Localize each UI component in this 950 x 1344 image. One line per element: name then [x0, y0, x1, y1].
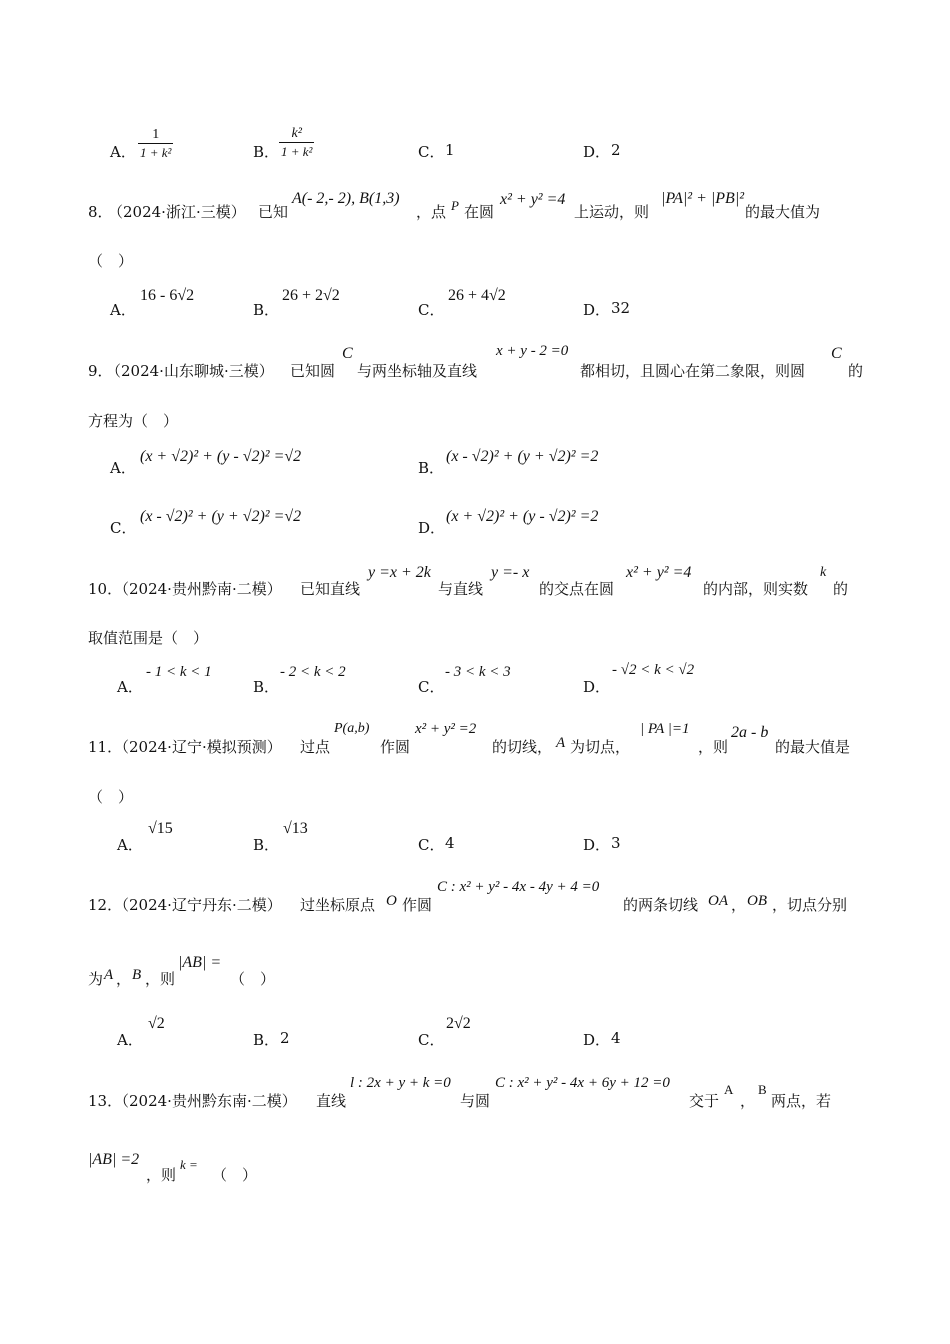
q7-option-b-label: B．	[253, 143, 280, 161]
q11-text-2: 作圆	[380, 738, 411, 756]
q10-option-c-label: C．	[418, 678, 445, 696]
q12-point-a: A	[104, 967, 114, 983]
q9-circle-c-2: C	[831, 345, 842, 362]
q8-points: A(- 2,- 2), B(1,3)	[292, 190, 400, 207]
q11-point-p: P(a,b)	[334, 721, 370, 736]
q12-option-b-value: 2	[280, 1029, 290, 1047]
q13-point-b: B	[758, 1082, 767, 1097]
q10-line-2-text: 取值范围是（ ）	[88, 629, 209, 647]
q11-option-c-label: C．	[418, 836, 445, 854]
q12-text-5: ，切点分别	[772, 896, 848, 914]
q13-var-k: k =	[180, 1157, 198, 1172]
q10-source: （2024·贵州黔南·二模）	[114, 580, 282, 598]
q13-source: （2024·贵州黔东南·二模）	[114, 1092, 297, 1110]
q9-source: （2024·山东聊城·三模）	[106, 362, 274, 380]
q10-option-b-label: B．	[253, 678, 280, 696]
q12-origin-o: O	[386, 893, 397, 909]
q12-option-b-label: B．	[253, 1031, 280, 1049]
q11-option-a-expr: √15	[148, 820, 173, 837]
q10-line-1: y =x + 2k	[368, 564, 431, 581]
q8-option-b-label: B．	[253, 301, 280, 319]
q11-point-a: A	[556, 735, 566, 751]
q12-option-c-expr: 2√2	[446, 1015, 471, 1032]
q10-option-c-expr: - 3 < k < 3	[445, 664, 511, 680]
q8-number: 8．	[88, 203, 113, 221]
q11-text-1: 过点	[300, 738, 331, 756]
q13-text-4: ，	[740, 1092, 756, 1110]
q10-option-a-expr: - 1 < k < 1	[146, 664, 212, 680]
q12-line2-text-3: ，则	[145, 970, 176, 988]
q7-option-c-value: 1	[445, 141, 455, 159]
q8-option-a-expr: 16 - 6√2	[140, 287, 195, 304]
q10-var-k: k	[820, 565, 827, 580]
q8-text-2: ，点	[416, 203, 447, 221]
q12-tangent-ob: OB	[747, 893, 767, 909]
q12-circle-eq: C : x² + y² - 4x - 4y + 4 =0	[437, 879, 600, 895]
q11-text-5: ，则	[698, 738, 729, 756]
q9-option-a-label: A．	[110, 459, 136, 477]
q9-option-d-expr: (x + √2)² + (y - √2)² =2	[446, 508, 599, 525]
q11-source: （2024·辽宁·模拟预测）	[114, 738, 282, 756]
q10-text-2: 与直线	[438, 580, 484, 598]
q9-text-2: 与两坐标轴及直线	[357, 362, 478, 380]
q12-ab-length: |AB| =	[178, 954, 222, 971]
q7-option-a-fraction: $\frac{1}{\text{1 + k²}}$	[140, 127, 172, 160]
q9-option-b-expr: (x - √2)² + (y + √2)² =2	[446, 448, 599, 465]
q12-source: （2024·辽宁丹东·二模）	[114, 896, 282, 914]
q8-source: （2024·浙江·三模）	[108, 203, 246, 221]
q13-text-5: 两点，若	[771, 1092, 832, 1110]
q8-option-c-expr: 26 + 4√2	[448, 287, 506, 304]
q10-option-d-expr: - √2 < k < √2	[612, 662, 695, 678]
q11-text-3: 的切线，	[492, 738, 553, 756]
q12-text-3: 的两条切线	[623, 896, 699, 914]
q8-text-4: 上运动，则	[574, 203, 650, 221]
q12-option-c-label: C．	[418, 1031, 445, 1049]
q8-option-b-expr: 26 + 2√2	[282, 287, 340, 304]
q13-line-eq: l : 2x + y + k =0	[350, 1075, 451, 1091]
q9-text-3: 都相切，且圆心在第二象限，则圆	[580, 362, 806, 380]
q10-text-1: 已知直线	[300, 580, 361, 598]
q13-line2-text-1: ，则	[146, 1166, 177, 1184]
q8-option-a-label: A．	[110, 301, 136, 319]
q9-option-c-label: C．	[110, 519, 137, 537]
q11-text-6: 的最大值是	[775, 738, 851, 756]
q11-option-d-value: 3	[611, 834, 621, 852]
q13-number: 13．	[88, 1092, 123, 1110]
q11-circle-eq: x² + y² =2	[415, 721, 477, 737]
q12-tangent-oa: OA	[708, 893, 728, 909]
q8-option-d-value: 32	[611, 299, 631, 317]
q9-option-c-expr: (x - √2)² + (y + √2)² =√2	[140, 508, 302, 525]
q8-circle-eq: x² + y² =4	[500, 191, 566, 208]
q13-circle-eq: C : x² + y² - 4x + 6y + 12 =0	[495, 1075, 670, 1091]
q11-option-b-label: B．	[253, 836, 280, 854]
q7-option-d-value: 2	[611, 141, 621, 159]
q9-circle-c: C	[342, 345, 353, 362]
q11-number: 11．	[88, 738, 123, 756]
q12-option-a-label: A．	[117, 1031, 143, 1049]
q10-circle-eq: x² + y² =4	[626, 564, 692, 581]
q11-answer-paren: （ ）	[88, 788, 134, 806]
q11-text-4: 为切点，	[570, 738, 631, 756]
q7-option-c-label: C．	[418, 143, 445, 161]
q9-option-d-label: D．	[418, 519, 446, 537]
q12-answer-paren: （ ）	[230, 970, 276, 988]
q8-answer-paren: （ ）	[88, 252, 134, 270]
q11-option-b-expr: √13	[283, 820, 308, 837]
q9-number: 9．	[88, 362, 113, 380]
q11-option-c-value: 4	[445, 834, 455, 852]
q9-option-a-expr: (x + √2)² + (y - √2)² =√2	[140, 448, 302, 465]
q8-text-3: 在圆	[464, 203, 495, 221]
q9-option-b-label: B．	[418, 459, 445, 477]
q12-option-d-value: 4	[611, 1029, 621, 1047]
q13-ab-length: |AB| =2	[88, 1151, 140, 1168]
q13-text-3: 交于	[689, 1092, 720, 1110]
q11-option-a-label: A．	[117, 836, 143, 854]
q10-number: 10．	[88, 580, 123, 598]
q8-sum-expr: |PA|² + |PB|²	[661, 190, 745, 207]
q8-option-d-label: D．	[583, 301, 611, 319]
q12-text-1: 过坐标原点	[300, 896, 376, 914]
q8-point-p: P	[451, 198, 459, 213]
q10-text-5: 的	[833, 580, 849, 598]
q13-text-2: 与圆	[460, 1092, 491, 1110]
q12-line2-text-2: ，	[116, 970, 132, 988]
q13-answer-paren: （ ）	[212, 1166, 258, 1184]
q9-text-1: 已知圆	[290, 362, 336, 380]
q13-text-1: 直线	[316, 1092, 347, 1110]
q11-pa-length: | PA |=1	[640, 721, 690, 737]
q8-text-1: 已知	[258, 203, 289, 221]
q12-text-2: 作圆	[402, 896, 433, 914]
q10-option-a-label: A．	[117, 678, 143, 696]
q12-text-4: ，	[731, 896, 747, 914]
q7-option-d-label: D．	[583, 143, 611, 161]
q12-line2-text-1: 为	[88, 970, 104, 988]
q12-option-d-label: D．	[583, 1031, 611, 1049]
q10-text-4: 的内部，则实数	[703, 580, 809, 598]
q10-option-d-label: D．	[583, 678, 611, 696]
q8-option-c-label: C．	[418, 301, 445, 319]
q10-line-2: y =- x	[491, 564, 530, 581]
q11-option-d-label: D．	[583, 836, 611, 854]
q13-point-a: A	[724, 1082, 734, 1097]
q12-point-b: B	[132, 967, 142, 983]
q7-option-a-label: A．	[110, 143, 136, 161]
q12-number: 12．	[88, 896, 123, 914]
q10-option-b-expr: - 2 < k < 2	[280, 664, 346, 680]
q9-line-eq: x + y - 2 =0	[496, 343, 569, 359]
q8-text-5: 的最大值为	[745, 203, 821, 221]
q10-text-3: 的交点在圆	[539, 580, 615, 598]
q9-text-4: 的	[848, 362, 864, 380]
q12-option-a-expr: √2	[148, 1015, 165, 1032]
q9-line-2: 方程为（ ）	[88, 412, 179, 430]
q11-target-expr: 2a - b	[731, 724, 769, 741]
q7-option-b-fraction: $\frac{\text{k²}}{\text{1 + k²}}$	[281, 126, 313, 159]
